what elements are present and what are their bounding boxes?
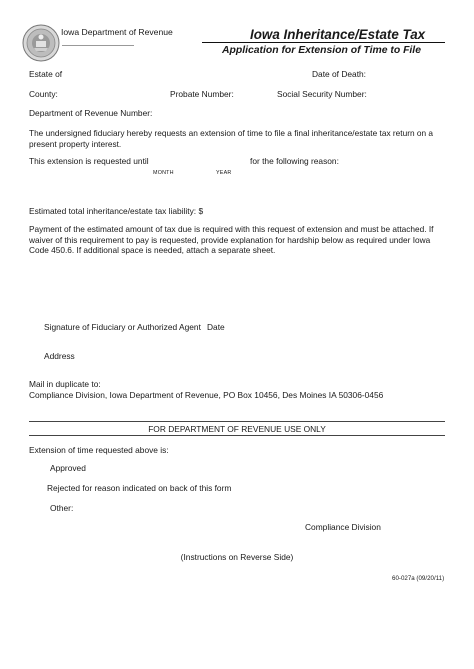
other-blank[interactable] (33, 503, 46, 512)
compliance-label: Compliance Division (305, 522, 381, 532)
agency-underline (62, 45, 134, 46)
form-subtitle: Application for Extension of Time to File (222, 45, 421, 56)
request-paragraph: The undersigned fiduciary hereby requests an extension of time to file a final inheritance/estate tax return on a present property interest. (29, 128, 434, 149)
estate-of-input[interactable] (67, 69, 307, 79)
dept-use-bottom-rule (29, 435, 445, 436)
dept-use-top-rule (29, 421, 445, 422)
rejected-label: Rejected for reason indicated on back of this form (47, 483, 232, 493)
instructions-note: (Instructions on Reverse Side) (180, 552, 294, 562)
ext-date-input[interactable] (155, 156, 248, 166)
month-label: MONTH (153, 170, 174, 176)
agency-name: Iowa Department of Revenue (61, 27, 173, 37)
year-label: YEAR (216, 170, 232, 176)
estate-of-label: Estate of (29, 69, 63, 79)
ext-requested-label: This extension is requested until (29, 156, 149, 166)
mail-line-2: Compliance Division, Iowa Department of Revenue, PO Box 10456, Des Moines IA 50306-0456 (29, 390, 384, 400)
dept-use-header: FOR DEPARTMENT OF REVENUE USE ONLY (148, 424, 326, 434)
other-label: Other: (50, 503, 74, 513)
ssn-input[interactable] (371, 89, 439, 99)
date-of-death-label: Date of Death: (312, 69, 367, 79)
probate-number-label: Probate Number: (170, 89, 234, 99)
county-input[interactable] (59, 89, 166, 99)
dept-number-input[interactable] (156, 108, 256, 118)
signature-label: Signature of Fiduciary or Authorized Agent (44, 322, 201, 332)
tax-liability-label: Estimated total inheritance/estate tax liability: $ (29, 206, 204, 216)
rejected-blank[interactable] (33, 483, 46, 492)
county-label: County: (29, 89, 58, 99)
dept-number-label: Department of Revenue Number: (29, 108, 153, 118)
address-input[interactable] (33, 339, 445, 349)
state-seal-icon (22, 24, 60, 62)
payment-paragraph: Payment of the estimated amount of tax due is required with this request of extension and must be attached. If waiver of this requirement to pay is requested, provide explanation for hardship below as required under Iowa Code 450.6. If additional space is needed, attach a separate sheet. (29, 224, 434, 256)
compliance-signature-input[interactable] (268, 509, 442, 519)
approved-blank[interactable] (33, 463, 46, 472)
approved-label: Approved (50, 463, 86, 473)
mail-line-1: Mail in duplicate to: (29, 379, 101, 389)
form-number: 60-027a (09/20/11) (392, 575, 445, 582)
signature-input[interactable] (33, 309, 227, 319)
address-label: Address (44, 351, 75, 361)
date-of-death-input[interactable] (367, 69, 445, 79)
date-input[interactable] (242, 309, 372, 319)
form-title: Iowa Inheritance/Estate Tax (250, 27, 426, 42)
for-reason-label: for the following reason: (250, 156, 339, 166)
date-label: Date (207, 322, 225, 332)
dept-use-question: Extension of time requested above is: (29, 445, 169, 455)
ssn-label: Social Security Number: (277, 89, 367, 99)
probate-number-input[interactable] (236, 89, 274, 99)
tax-liability-input[interactable] (212, 206, 280, 216)
header-rule (202, 42, 445, 43)
